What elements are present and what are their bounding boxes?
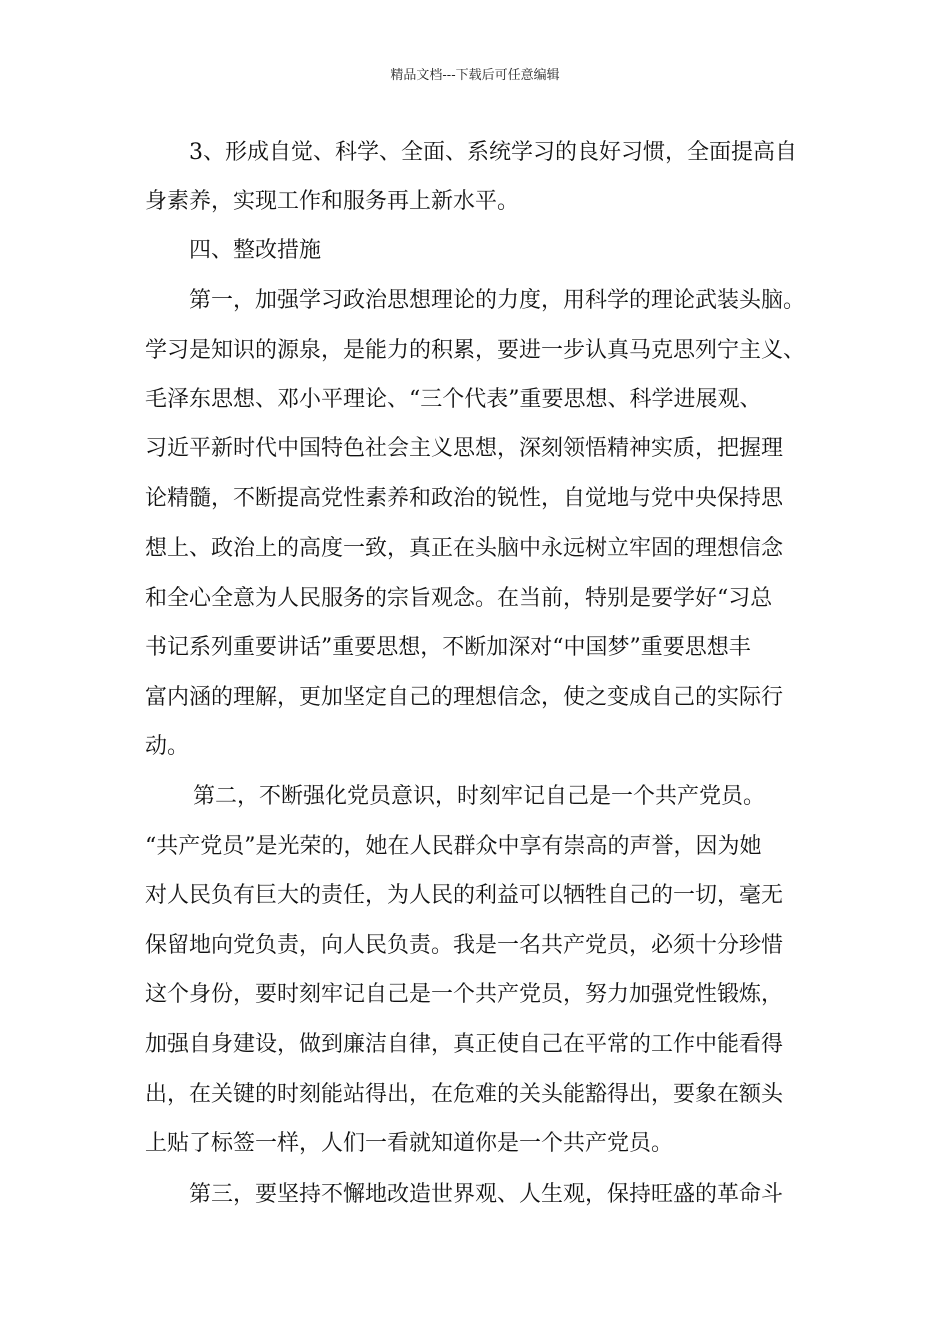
body-line: 这个身份，要时刻牢记自己是一个共产党员，努力加强党性锻炼，	[145, 982, 784, 1007]
body-line: 毛泽东思想、邓小平理论、“三个代表”重要思想、科学进展观、	[145, 387, 762, 412]
body-line: 保留地向党负责，向人民负责。我是一名共产党员，必须十分珍惜	[145, 933, 784, 958]
body-line: 上贴了标签一样，人们一看就知道你是一个共产党员。	[145, 1131, 674, 1156]
body-line: 身素养，实现工作和服务再上新水平。	[145, 189, 520, 214]
body-line: 对人民负有巨大的责任，为人民的利益可以牺牲自己的一切，毫无	[145, 883, 784, 908]
body-line: 3、形成自觉、科学、全面、系统学习的良好习惯，全面提高自	[189, 140, 797, 165]
body-line: “共产党员”是光荣的，她在人民群众中享有崇高的声誉，因为她	[145, 834, 762, 859]
body-line: 论精髓，不断提高党性素养和政治的锐性，自觉地与党中央保持思	[145, 486, 784, 511]
body-line: 想上、政治上的高度一致，真正在头脑中永远树立牢固的理想信念	[145, 536, 784, 561]
page-header: 精品文档---下载后可任意编辑	[390, 68, 560, 83]
body-line: 习近平新时代中国特色社会主义思想，深刻领悟精神实质，把握理	[145, 436, 784, 461]
body-line: 和全心全意为人民服务的宗旨观念。在当前，特别是要学好“习总	[145, 586, 773, 611]
body-line: 学习是知识的源泉，是能力的积累，要进一步认真马克思列宁主义、	[145, 338, 806, 363]
body-line: 动。	[145, 734, 190, 759]
section-heading: 四、整改措施	[189, 238, 322, 263]
body-line: 书记系列重要讲话”重要思想，不断加深对“中国梦”重要思想丰	[145, 635, 751, 660]
body-line: 加强自身建设，做到廉洁自律，真正使自己在平常的工作中能看得	[145, 1032, 784, 1057]
body-line: 第三，要坚持不懈地改造世界观、人生观，保持旺盛的革命斗	[189, 1182, 784, 1207]
body-line: 出，在关键的时刻能站得出，在危难的关头能豁得出，要象在额头	[145, 1082, 784, 1107]
body-line: 第一，加强学习政治思想理论的力度，用科学的理论武装头脑。	[189, 288, 806, 313]
body-line: 第二，不断强化党员意识，时刻牢记自己是一个共产党员。	[193, 784, 766, 809]
body-line: 富内涵的理解，更加坚定自己的理想信念，使之变成自己的实际行	[145, 685, 784, 710]
